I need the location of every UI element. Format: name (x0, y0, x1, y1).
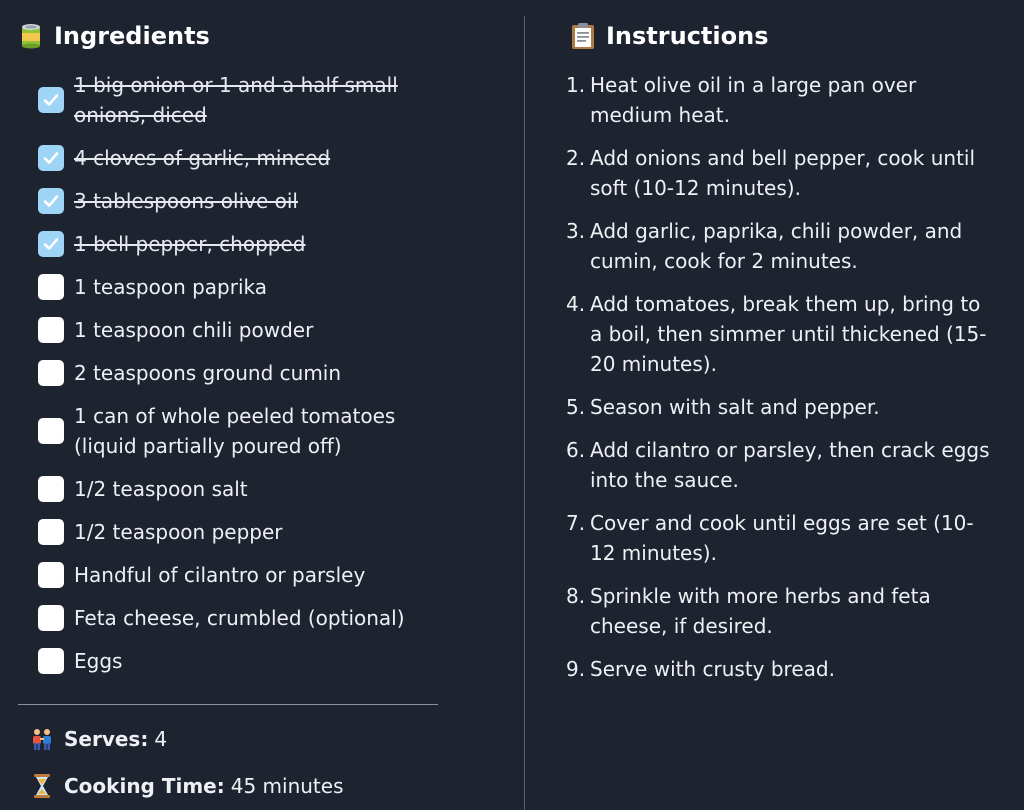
serves-value: 4 (154, 727, 168, 751)
instruction-step (566, 435, 996, 495)
ingredient-item (38, 560, 438, 590)
step-text: Add tomatoes, break them up, bring to a boil, then simmer until thickened (15-20 minutes). (590, 292, 987, 376)
step-number: 9. (566, 657, 586, 681)
instruction-step (566, 143, 996, 203)
ingredient-text: 1 teaspoon paprika (74, 275, 268, 299)
instruction-step (566, 392, 996, 422)
checkbox[interactable] (38, 605, 64, 631)
step-number: 2. (566, 146, 586, 170)
ingredient-item (38, 358, 438, 388)
step-text: Serve with crusty bread. (590, 657, 835, 681)
divider (18, 704, 438, 705)
step-text: Cover and cook until eggs are set (10-12 minutes). (590, 511, 974, 565)
ingredients-title: Ingredients (54, 22, 210, 50)
checkmark-icon (42, 192, 60, 210)
ingredient-item (38, 186, 438, 216)
hourglass-icon (30, 773, 54, 799)
ingredient-item (38, 229, 438, 259)
ingredient-item (38, 401, 438, 461)
clipboard-icon (570, 21, 596, 51)
instruction-step (566, 216, 996, 276)
ingredient-text: 3 tablespoons olive oil (74, 189, 298, 213)
ingredient-text: 1 can of whole peeled tomatoes (liquid partially poured off) (74, 404, 396, 458)
checkbox-checked[interactable] (38, 188, 64, 214)
ingredient-list (38, 70, 438, 689)
checkbox[interactable] (38, 648, 64, 674)
ingredient-item (38, 70, 438, 130)
ingredient-item (38, 517, 438, 547)
people-icon (30, 726, 54, 752)
ingredients-panel (18, 0, 438, 810)
checkbox-checked[interactable] (38, 231, 64, 257)
checkmark-icon (42, 235, 60, 253)
ingredient-text: 1 bell pepper, chopped (74, 232, 306, 256)
checkbox[interactable] (38, 418, 64, 444)
cooking-time-label: Cooking Time: (64, 774, 225, 798)
ingredient-item (38, 646, 438, 676)
checkbox[interactable] (38, 274, 64, 300)
checkbox[interactable] (38, 317, 64, 343)
checkbox[interactable] (38, 360, 64, 386)
checkbox[interactable] (38, 562, 64, 588)
ingredient-item (38, 315, 438, 345)
instruction-step (566, 289, 996, 379)
ingredient-text: 2 teaspoons ground cumin (74, 361, 342, 385)
checkbox[interactable] (38, 519, 64, 545)
ingredient-text: 1 teaspoon chili powder (74, 318, 314, 342)
instruction-step (566, 581, 996, 641)
step-number: 4. (566, 292, 586, 316)
step-text: Add cilantro or parsley, then crack eggs into the sauce. (590, 438, 990, 492)
checkbox-checked[interactable] (38, 145, 64, 171)
ingredient-item (38, 603, 438, 633)
instructions-heading (570, 20, 768, 52)
step-number: 6. (566, 438, 586, 462)
ingredient-text: Feta cheese, crumbled (optional) (74, 606, 405, 630)
ingredient-text: 4 cloves of garlic, minced (74, 146, 331, 170)
ingredient-text: 1/2 teaspoon salt (74, 477, 248, 501)
can-icon (18, 21, 44, 51)
instruction-step (566, 654, 996, 684)
cooking-time-row (30, 771, 344, 801)
ingredient-text: 1 big onion or 1 and a half small onions, diced (74, 73, 398, 127)
step-text: Sprinkle with more herbs and feta cheese, if desired. (590, 584, 931, 638)
instructions-title: Instructions (606, 22, 769, 50)
step-text: Add garlic, paprika, chili powder, and cumin, cook for 2 minutes. (590, 219, 963, 273)
column-divider (524, 16, 525, 810)
checkbox[interactable] (38, 476, 64, 502)
ingredient-text: 1/2 teaspoon pepper (74, 520, 283, 544)
checkmark-icon (42, 91, 60, 109)
instruction-list (566, 70, 996, 697)
ingredient-item (38, 272, 438, 302)
step-text: Add onions and bell pepper, cook until soft (10-12 minutes). (590, 146, 976, 200)
checkbox-checked[interactable] (38, 87, 64, 113)
instruction-step (566, 508, 996, 568)
instruction-step (566, 70, 996, 130)
step-number: 1. (566, 73, 586, 97)
step-text: Heat olive oil in a large pan over medium heat. (590, 73, 917, 127)
cooking-time-value: 45 minutes (230, 774, 344, 798)
step-number: 7. (566, 511, 586, 535)
step-text: Season with salt and pepper. (590, 395, 880, 419)
serves-row (30, 724, 167, 754)
ingredients-heading (18, 20, 210, 52)
step-number: 5. (566, 395, 586, 419)
ingredient-item (38, 143, 438, 173)
ingredient-text: Eggs (74, 649, 123, 673)
step-number: 3. (566, 219, 586, 243)
serves-label: Serves: (64, 727, 149, 751)
instructions-panel (560, 0, 1000, 810)
ingredient-item (38, 474, 438, 504)
ingredient-text: Handful of cilantro or parsley (74, 563, 366, 587)
step-number: 8. (566, 584, 586, 608)
checkmark-icon (42, 149, 60, 167)
